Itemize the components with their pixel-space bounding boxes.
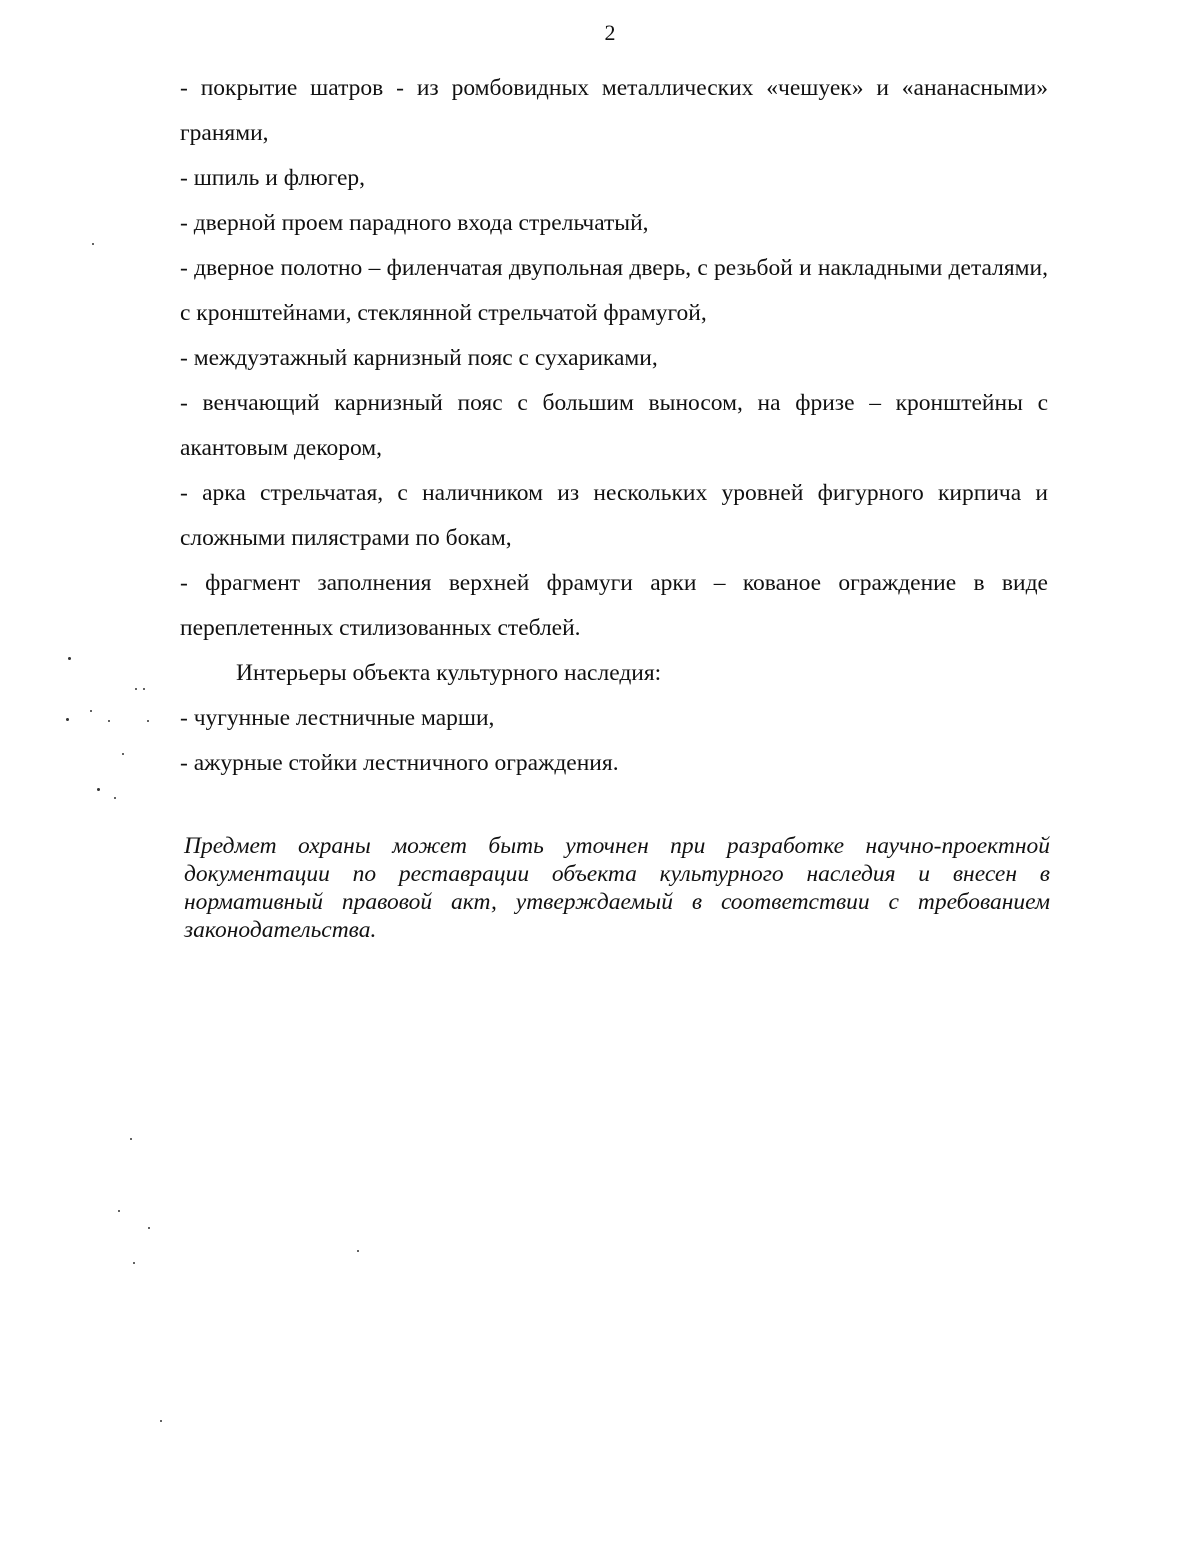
scan-speck [90,710,92,712]
body-text [180,66,1048,786]
scan-speck [148,1227,150,1229]
scan-speck [357,1250,359,1252]
scan-speck [66,718,69,721]
scan-speck [133,1262,135,1264]
scan-speck [97,788,100,791]
interiors-heading: Интерьеры объекта культурного наследия: [236,660,662,686]
scan-speck [68,657,71,660]
scan-speck [143,688,145,690]
scan-speck [130,1138,132,1140]
page-number: 2 [604,20,616,45]
list-item-transom-fill: - фрагмент заполнения верхней фрамуги арки – кованое ограждение в виде переплетенных стилизованных стеблей. [180,570,1048,641]
list-item-roof-covering: - покрытие шатров - из ромбовидных металлических «чешуек» и «ананасными» гранями, [180,75,1048,146]
list-item-railing-posts: - ажурные стойки лестничного ограждения. [180,750,619,776]
list-item-crowning-cornice: - венчающий карнизный пояс с большим выносом, на фризе – кронштейны с акантовым декором, [180,390,1048,461]
protection-note: Предмет охраны может быть уточнен при разработке научно-проектной документации по реставрации объекта культурного наследия и внесен в нормативный правовой акт, утверждаемый в соответствии с требованием законодательства. [184,833,1050,943]
scan-speck [108,720,110,722]
scan-speck [114,797,116,799]
list-item-interfloor-cornice: - междуэтажный карнизный пояс с сухариками, [180,345,658,371]
scan-speck [122,753,124,755]
list-item-doorway: - дверной проем парадного входа стрельчатый, [180,210,649,236]
list-item-spire: - шпиль и флюгер, [180,165,366,191]
scan-speck [118,1210,120,1212]
scan-speck [135,688,137,690]
list-item-stair-flights: - чугунные лестничные марши, [180,705,495,731]
list-item-arch: - арка стрельчатая, с наличником из нескольких уровней фигурного кирпича и сложными пилястрами по бокам, [180,480,1048,551]
scan-speck [92,243,94,245]
list-item-door-leaf: - дверное полотно – филенчатая двупольная дверь, с резьбой и накладными деталями, с кронштейнами, стеклянной стрельчатой фрамугой, [180,255,1048,326]
scan-speck [147,720,149,722]
scan-speck [160,1420,162,1422]
